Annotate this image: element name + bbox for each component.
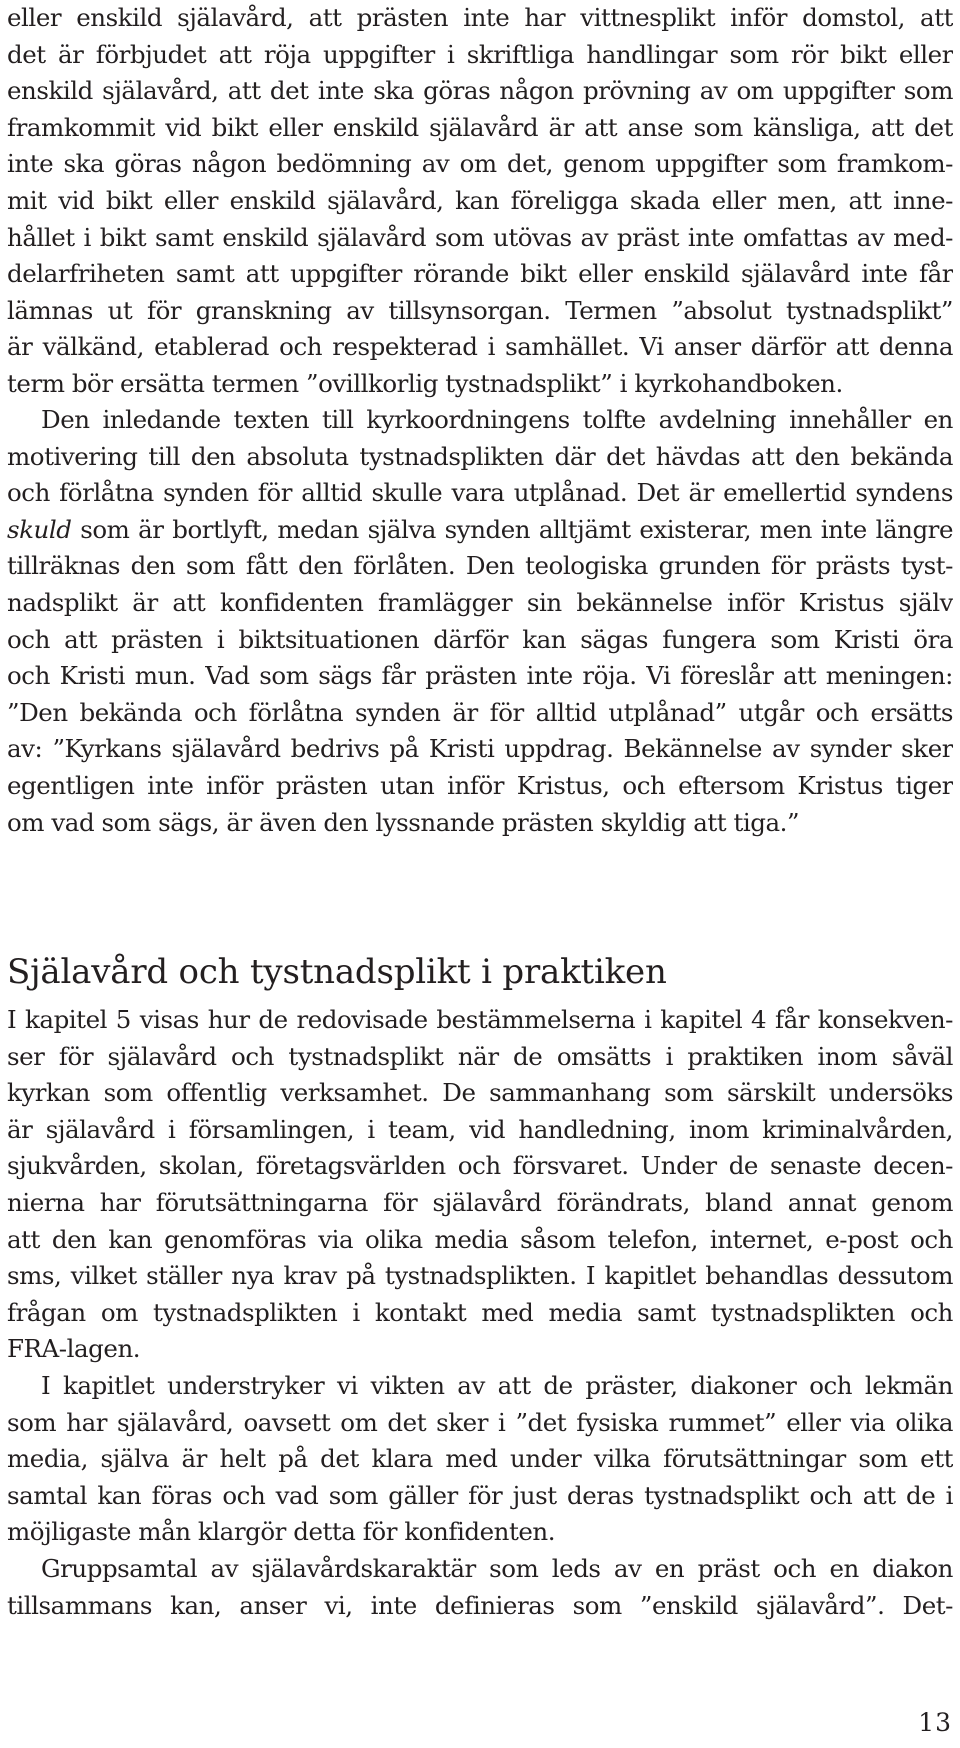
text-line: om vad som sägs, är även den lyssnande prästen skyldig att tiga.”: [7, 807, 800, 837]
text-line: ”Den bekända och förlåtna synden är för alltid utplånad” utgår och ersätts: [7, 697, 953, 727]
text-line: och att prästen i biktsituationen därför kan sägas fungera som Kristi öra: [7, 624, 953, 654]
text-line: samtal kan föras och vad som gäller för just deras tystnadsplikt och att de i: [7, 1480, 953, 1510]
text-line: att den kan genomföras via olika media såsom telefon, internet, e-post och: [7, 1224, 953, 1254]
paragraph-2: [7, 402, 953, 841]
text-line: tillsammans kan, anser vi, inte definieras som ”enskild själavård”. Det-: [7, 1590, 953, 1620]
text-line: framkommit vid bikt eller enskild själavård är att anse som känsliga, att det: [7, 112, 953, 142]
text-line: sjukvården, skolan, företagsvärlden och försvaret. Under de senaste decen-: [7, 1151, 953, 1181]
text-line: är välkänd, etablerad och respekterad i samhället. Vi anser därför att denna: [7, 332, 953, 362]
text-line: media, själva är helt på det klara med under vilka förutsättningar som ett: [7, 1444, 953, 1474]
text-span: som är bortlyft, medan själva synden alltjämt existerar, men inte längre: [71, 514, 953, 544]
text-line: och förlåtna synden för alltid skulle vara utplånad. Det är emellertid syndens: [7, 478, 953, 508]
text-line: sms, vilket ställer nya krav på tystnadsplikten. I kapitlet behandlas dessutom: [7, 1261, 953, 1291]
text-line: av: ”Kyrkans själavård bedrivs på Kristi uppdrag. Bekännelse av synder sker: [7, 734, 953, 764]
paragraph-5: [7, 1551, 953, 1624]
text-line: kyrkan som offentlig verksamhet. De sammanhang som särskilt undersöks: [7, 1078, 953, 1108]
text-line: inte ska göras någon bedömning av om det, genom uppgifter som framkom-: [7, 149, 953, 179]
section-heading: Själavård och tystnadsplikt i praktiken: [7, 952, 667, 992]
text-line: tillräknas den som fått den förlåten. Den teologiska grunden för prästs tyst-: [7, 551, 953, 581]
text-line: är själavård i församlingen, i team, vid handledning, inom kriminalvården,: [7, 1114, 953, 1144]
text-line: I kapitlet understryker vi vikten av att de präster, diakoner och lekmän: [41, 1371, 953, 1400]
text-line: delarfriheten samt att uppgifter rörande bikt eller enskild själavård inte får: [7, 259, 953, 289]
text-line: [7, 512, 953, 549]
text-line: frågan om tystnadsplikten i kontakt med media samt tystnadsplikten och: [7, 1297, 953, 1327]
text-line: det är förbjudet att röja uppgifter i skriftliga handlingar som rör bikt eller: [7, 39, 953, 69]
text-line: och Kristi mun. Vad som sägs får prästen inte röja. Vi föreslår att meningen:: [7, 661, 953, 691]
text-line: ser för själavård och tystnadsplikt när de omsätts i praktiken inom såväl: [7, 1041, 953, 1071]
page-number: 13: [918, 1708, 952, 1737]
text-line: motivering till den absoluta tystnadsplikten där det hävdas att den bekända: [7, 441, 953, 471]
paragraph-1: [7, 0, 953, 403]
text-line: egentligen inte inför prästen utan inför Kristus, och eftersom Kristus tiger: [7, 770, 953, 800]
italic-term: skuld: [7, 514, 72, 544]
text-line: mit vid bikt eller enskild själavård, kan föreligga skada eller men, att inne-: [7, 185, 953, 215]
text-line: som har själavård, oavsett om det sker i ”det fysiska rummet” eller via olika: [7, 1407, 953, 1437]
text-line: Gruppsamtal av själavårdskaraktär som leds av en präst och en diakon: [41, 1554, 953, 1583]
text-line: enskild själavård, att det inte ska göras någon prövning av om uppgifter som: [7, 76, 953, 106]
text-line: lämnas ut för granskning av tillsynsorgan. Termen ”absolut tystnadsplikt”: [7, 295, 953, 325]
text-line: Den inledande texten till kyrkoordningens tolfte avdelning innehåller en: [41, 405, 953, 434]
text-line: möjligaste mån klargör detta för konfidenten.: [7, 1517, 556, 1547]
paragraph-3: [7, 1002, 953, 1368]
text-line: nierna har förutsättningarna för själavård förändrats, bland annat genom: [7, 1187, 953, 1217]
text-line: nadsplikt är att konfidenten framlägger sin bekännelse inför Kristus själv: [7, 587, 953, 617]
paragraph-4: [7, 1368, 953, 1551]
text-line: term bör ersätta termen ”ovillkorlig tystnadsplikt” i kyrkohandboken.: [7, 368, 843, 398]
text-line: eller enskild själavård, att prästen inte har vittnesplikt inför domstol, att: [7, 3, 953, 32]
text-line: hållet i bikt samt enskild själavård som utövas av präst inte omfattas av med-: [7, 222, 953, 252]
text-line: I kapitel 5 visas hur de redovisade bestämmelserna i kapitel 4 får konsekven-: [7, 1005, 953, 1034]
text-line: FRA-lagen.: [7, 1334, 141, 1364]
